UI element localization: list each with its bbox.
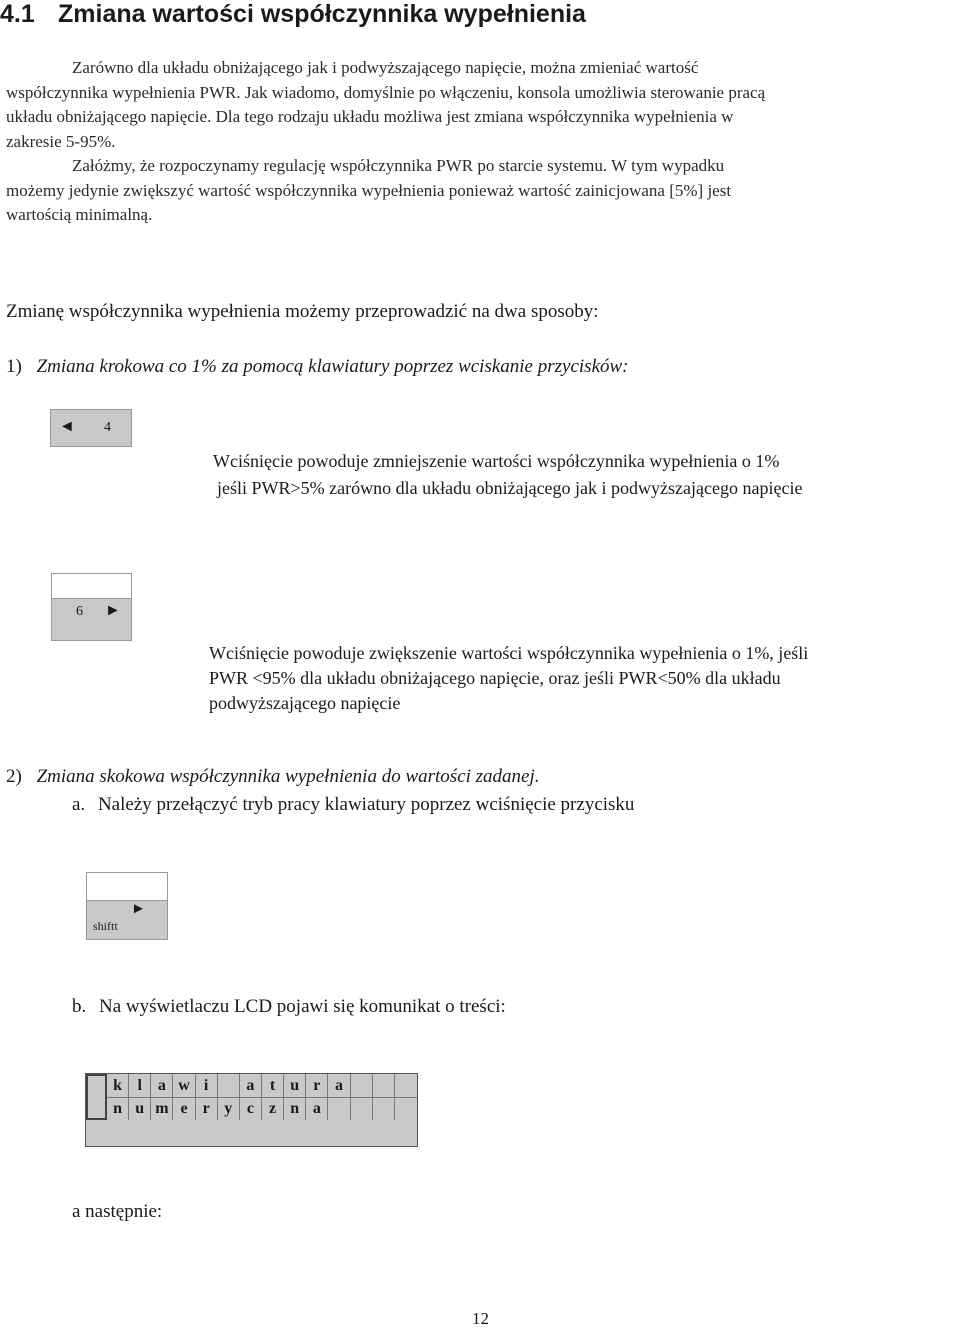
- lcd-cursor: [86, 1074, 107, 1120]
- lcd-cell: [328, 1097, 350, 1120]
- method1-title: Zmiana krokowa co 1% za pomocą klawiatury poprzez wciskanie przycisków:: [36, 356, 629, 377]
- key-top: [52, 574, 131, 599]
- intro-line: wartością minimalną.: [6, 205, 153, 224]
- page-number: 12: [472, 1309, 489, 1328]
- key-right-desc-line2: PWR <95% dla układu obniżającego napięcie, oraz jeśli PWR<50% dla układu: [209, 668, 781, 688]
- lcd-cell: c: [240, 1097, 262, 1120]
- intro-line: zakresie 5-95%.: [6, 131, 116, 151]
- lcd-cell: [373, 1097, 395, 1120]
- lcd-cell: a: [306, 1097, 328, 1120]
- key-left-desc-line2: jeśli PWR>5% zarówno dla układu obniżającego jak i podwyższającego napięcie: [217, 478, 803, 498]
- lcd-cell: a: [151, 1074, 173, 1097]
- lcd-empty-row: [86, 1120, 417, 1145]
- intro-line: Załóżmy, że rozpoczynamy regulację współczynnika PWR po starcie systemu. W tym wypadku: [72, 156, 725, 175]
- key-right-desc-line1: Wciśnięcie powoduje zwiększenie wartości współczynnika wypełnienia o 1%, jeśli: [209, 643, 809, 663]
- lcd-display: [85, 1073, 418, 1147]
- lcd-cell: [351, 1074, 373, 1097]
- step-b-text: Na wyświetlaczu LCD pojawi się komunikat o treści:: [99, 996, 506, 1017]
- lcd-cell: k: [107, 1074, 129, 1097]
- section-title: Zmiana wartości współczynnika wypełnienia: [58, 0, 586, 28]
- key-shift-label: shiftt: [93, 919, 118, 933]
- step-a-label: a.: [72, 794, 86, 815]
- lcd-cell: [395, 1074, 417, 1097]
- lcd-cell: r: [196, 1097, 218, 1120]
- intro-line: współczynnika wypełnienia PWR. Jak wiadomo, domyślnie po włączeniu, konsola umożliwia sterowanie pracą: [6, 82, 766, 102]
- key-top: [87, 873, 167, 901]
- lcd-cell: r: [306, 1074, 328, 1097]
- lcd-cell: i: [196, 1074, 218, 1097]
- lcd-cell: [395, 1097, 417, 1120]
- intro-line: możemy jedynie zwiększyć wartość współczynnika wypełnienia ponieważ wartość zainicjowana [5%] jest: [6, 180, 732, 200]
- lcd-cell: m: [151, 1097, 173, 1120]
- method2-heading: [6, 766, 540, 788]
- lcd-row-1: [107, 1074, 417, 1098]
- lcd-cell: u: [129, 1097, 151, 1120]
- lcd-row-2: [107, 1097, 417, 1121]
- lcd-cell: e: [173, 1097, 195, 1120]
- step-a-text: Należy przełączyć tryb pracy klawiatury poprzez wciśnięcie przycisku: [97, 794, 635, 815]
- method1-number: 1): [6, 356, 22, 377]
- lcd-cell: a: [240, 1074, 262, 1097]
- section-heading: [0, 0, 586, 28]
- key-6-right[interactable]: [51, 573, 132, 641]
- key-4-label: 4: [104, 420, 111, 435]
- method2-step-a: [72, 794, 634, 816]
- lcd-cell: [373, 1074, 395, 1097]
- intro-paragraph: [6, 56, 956, 228]
- after-lcd-text: a następnie:: [72, 1201, 163, 1222]
- arrow-right-icon: ►: [131, 901, 146, 917]
- lcd-cell: n: [284, 1097, 306, 1120]
- key-6-label: 6: [76, 604, 83, 619]
- lcd-cell: l: [129, 1074, 151, 1097]
- lcd-cell: [351, 1097, 373, 1120]
- section-number: 4.1: [0, 0, 35, 28]
- intro-line: Zarówno dla układu obniżającego jak i podwyższającego napięcie, można zmieniać wartość: [72, 58, 699, 77]
- key-left-desc-line1: Wciśnięcie powoduje zmniejszenie wartości współczynnika wypełnienia o 1%: [213, 451, 780, 471]
- arrow-right-icon: ►: [105, 602, 121, 619]
- step-b-label: b.: [72, 996, 87, 1017]
- lcd-cell: n: [107, 1097, 129, 1120]
- lcd-cell: w: [173, 1074, 195, 1097]
- key-right-desc-line3: podwyższającego napięcie: [209, 693, 401, 713]
- arrow-left-icon: ◄: [59, 418, 75, 435]
- method2-number: 2): [6, 766, 22, 787]
- method2-step-b: [72, 996, 506, 1018]
- key-4-left[interactable]: [50, 409, 132, 447]
- key-shift[interactable]: [86, 872, 168, 940]
- method1-heading: [6, 356, 629, 378]
- method2-title: Zmiana skokowa współczynnika wypełnienia do wartości zadanej.: [36, 766, 540, 787]
- intro-line: układu obniżającego napięcie. Dla tego rodzaju układu możliwa jest zmiana współczynnika wypełnienia w: [6, 107, 734, 126]
- lcd-cell: t: [262, 1074, 284, 1097]
- lcd-cell: [218, 1074, 240, 1097]
- lcd-cell: y: [218, 1097, 240, 1120]
- lcd-cell: a: [328, 1074, 350, 1097]
- methods-intro: Zmianę współczynnika wypełnienia możemy przeprowadzić na dwa sposoby:: [6, 301, 599, 322]
- lcd-cell: u: [284, 1074, 306, 1097]
- lcd-cell: z: [262, 1097, 284, 1120]
